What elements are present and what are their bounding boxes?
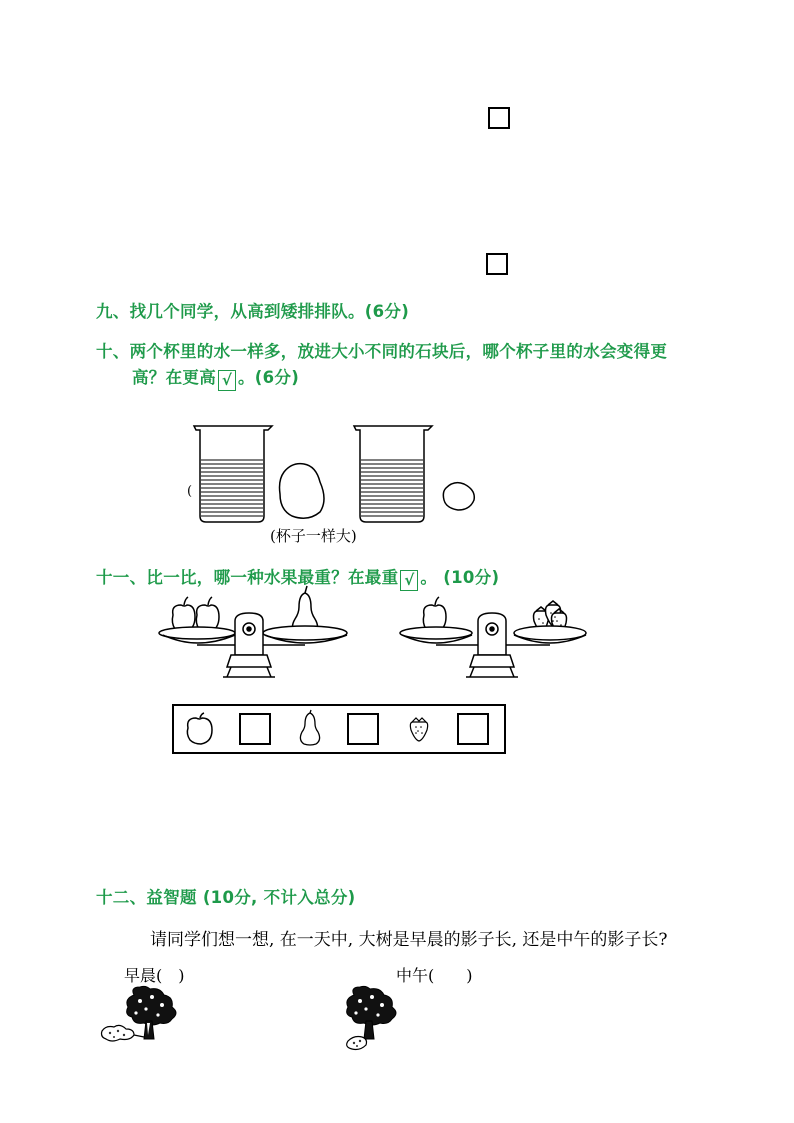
- section11-pre: 十一、比一比，哪一种水果最重？在最重: [96, 568, 399, 587]
- section12-question: 请同学们想一想, 在一天中, 大树是早晨的影子长, 还是中午的影子长?: [150, 930, 668, 950]
- answer-box-apple[interactable]: [239, 713, 271, 745]
- big-rock-icon: [280, 464, 325, 519]
- balance-scale-2: [398, 585, 598, 685]
- cups-illustration: [180, 420, 500, 530]
- section9-heading: 九、找几个同学，从高到矮排排队。(6分): [96, 302, 410, 321]
- noon-label: 中午( ): [396, 966, 473, 985]
- pear-icon: [296, 710, 324, 746]
- section10-heading-line2: [132, 364, 299, 391]
- morning-label: 早晨( ): [124, 966, 185, 985]
- answer-box-pear[interactable]: [347, 713, 379, 745]
- answer-box-top-2[interactable]: [486, 253, 508, 275]
- stray-mark: (: [187, 484, 193, 499]
- beaker-left-icon: [194, 426, 272, 522]
- answer-box-strawberry[interactable]: [457, 713, 489, 745]
- beaker-right-icon: [354, 426, 432, 522]
- fruit-answer-strip: [172, 704, 506, 754]
- section11-post: 。 (10分): [420, 568, 500, 587]
- section10-heading-line1: 十、两个杯里的水一样多，放进大小不同的石块后，哪个杯子里的水会变得更: [96, 342, 668, 361]
- strawberry-icon: [408, 716, 430, 742]
- check-box-icon: √: [218, 370, 236, 391]
- tree-icon: [100, 985, 190, 1045]
- tree-icon: [340, 985, 400, 1051]
- section12-heading: 十二、益智题 (10分, 不计入总分): [96, 888, 356, 907]
- check-box-icon: √: [400, 570, 418, 591]
- balance-scale-1: [155, 585, 355, 685]
- section10-line2-post: 。(6分): [238, 368, 300, 387]
- small-rock-icon: [443, 483, 474, 510]
- answer-box-top-1[interactable]: [488, 107, 510, 129]
- cups-caption: (杯子一样大): [270, 527, 357, 545]
- apple-icon: [184, 712, 218, 746]
- section10-line2-pre: 高？在更高: [132, 368, 216, 387]
